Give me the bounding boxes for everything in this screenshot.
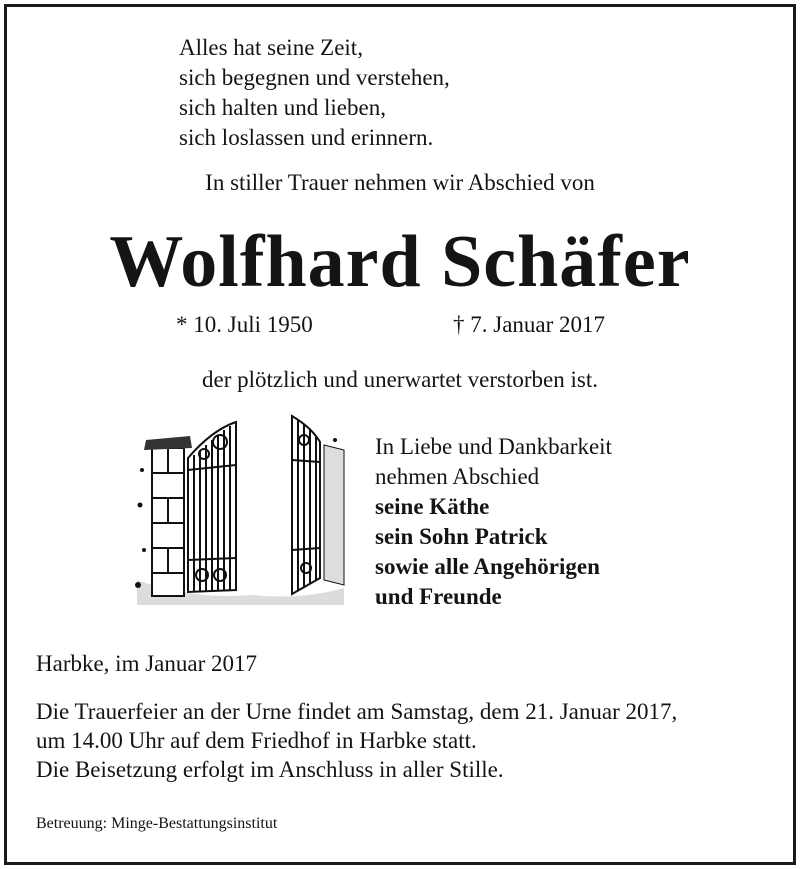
poem-line: sich halten und lieben, [179, 95, 386, 120]
service-line: Die Beisetzung erfolgt im Anschluss in aller Stille. [36, 757, 504, 782]
deceased-name: Wolfhard Schäfer [109, 221, 691, 303]
circumstance-text: der plötzlich und unerwartet verstorben ist. [202, 367, 598, 392]
poem [179, 33, 450, 153]
mourners-intro-line: In Liebe und Dankbarkeit [375, 434, 612, 459]
gate-icon [132, 410, 347, 605]
undertaker-credit: Betreuung: Minge-Bestattungsinstitut [36, 815, 278, 832]
mourners-intro-line: nehmen Abschied [375, 464, 540, 489]
service-line: Die Trauerfeier an der Urne findet am Samstag, dem 21. Januar 2017, [36, 699, 678, 724]
birth-date: * 10. Juli 1950 [176, 312, 313, 337]
intro-text: In stiller Trauer nehmen wir Abschied von [205, 170, 595, 195]
poem-line: Alles hat seine Zeit, [179, 35, 363, 60]
mourner-name: seine Käthe [375, 494, 490, 519]
mourner-name: und Freunde [375, 584, 502, 609]
mourners-block [375, 432, 612, 612]
service-line: um 14.00 Uhr auf dem Friedhof in Harbke statt. [36, 728, 477, 753]
poem-line: sich loslassen und erinnern. [179, 125, 434, 150]
death-date: † 7. Januar 2017 [453, 312, 606, 337]
poem-line: sich begegnen und verstehen, [179, 65, 450, 90]
mourner-name: sein Sohn Patrick [375, 524, 548, 549]
mourner-name: sowie alle Angehörigen [375, 554, 600, 579]
place-date: Harbke, im Januar 2017 [36, 651, 257, 676]
obituary-notice [4, 4, 796, 865]
service-details [36, 697, 677, 784]
